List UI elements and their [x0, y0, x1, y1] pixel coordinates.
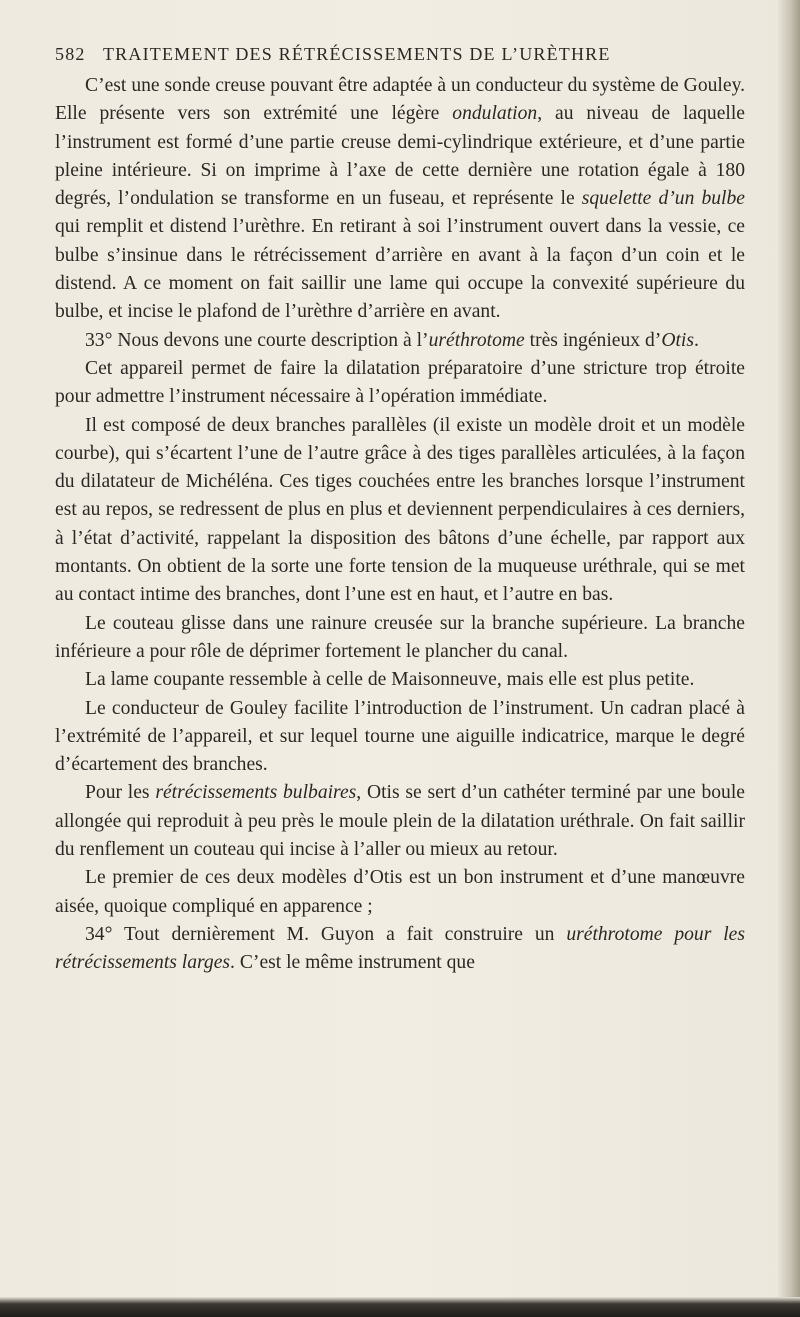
paragraph — [55, 355, 745, 412]
italic-text: uréthrotome pour les rétrécissements larges — [55, 923, 745, 974]
text-run: 34° Tout dernièrement M. Guyon a fait construire un — [85, 923, 567, 945]
paragraph — [55, 327, 745, 355]
italic-text: ondulation — [452, 103, 538, 125]
text-run: La lame coupante ressemble à celle de Maisonneuve, mais elle est plus petite. — [85, 669, 695, 691]
text-run: Pour les — [85, 782, 156, 804]
text-run: 33° Nous devons une courte description à l’ — [85, 329, 429, 351]
italic-text: Otis — [661, 329, 694, 351]
running-title: TRAITEMENT DES RÉTRÉCISSEMENTS DE L’URÈTHRE — [102, 44, 611, 64]
text-run: Le conducteur de Gouley facilite l’introduction de l’instrument. Un cadran placé à l’extrémité de l’appareil, et sur lequel tourne une aiguille indicatrice, marque le degré d’écartement des branches. — [55, 697, 745, 776]
page-edge-shadow — [778, 0, 800, 1317]
paragraph — [55, 412, 745, 610]
text-run: Le couteau glisse dans une rainure creusée sur la branche supérieure. La branche inférieure a pour rôle de déprimer fortement le plancher du canal. — [55, 612, 745, 662]
page-number: 582 — [55, 44, 86, 64]
text-run: . — [693, 329, 699, 351]
text-run: , Otis se sert d’un cathéter terminé par une boule allongée qui reproduit à peu près le moule plein de la dilatation uréthrale. On fait saillir du renflement un couteau qui incise à l’aller ou mieux au retour. — [55, 782, 745, 861]
paragraph — [55, 72, 745, 327]
paragraph — [55, 666, 745, 694]
text-run: très ingénieux d’ — [524, 329, 662, 351]
text-run: Le premier de ces deux modèles d’Otis est un bon instrument et d’une manœuvre aisée, quoique compliqué en apparence ; — [55, 867, 745, 917]
body-text — [55, 72, 745, 978]
text-run: Cet appareil permet de faire la dilatation préparatoire d’une stricture trop étroite pour admettre l’instrument nécessaire à l’opération immédiate. — [55, 357, 745, 408]
page-bottom-shadow — [0, 1297, 800, 1317]
paragraph — [55, 610, 745, 667]
italic-text: uréthrotome — [428, 329, 525, 351]
running-header — [55, 44, 745, 65]
text-run: qui remplit et distend l’urèthre. En retirant à soi l’instrument ouvert dans la vessie, ce bulbe s’insinue dans le rétrécissement d’arrière en avant à la façon d’un coin et le distend. A ce moment on fait saillir une lame qui occupe la convexité supérieure du bulbe, et incise le plafond de l’urèthre d’arrière en avant. — [55, 216, 745, 323]
paragraph — [55, 695, 745, 780]
italic-text: rétrécissements bulbaires — [155, 782, 357, 804]
paragraph — [55, 921, 745, 978]
paragraph — [55, 864, 745, 921]
text-run: Il est composé de deux branches parallèles (il existe un modèle droit et un modèle courbe), qui s’écartent l’une de l’autre grâce à des tiges parallèles articulées, à la façon du dilatateur de Michéléna. Ces tiges couchées entre les branches lorsque l’instrument est au repos, se redressent de plus en plus et deviennent perpendiculaires à ces derniers, à l’état d’activité, rappelant la disposition des bâtons d’une échelle, par rapport aux montants. On obtient de la sorte une forte tension de la muqueuse uréthrale, qui se met au contact intime des branches, dont l’une est en haut, et l’autre en bas. — [55, 414, 745, 606]
italic-text: squelette d’un bulbe — [581, 188, 745, 210]
text-run: C’est une sonde creuse pouvant être adaptée à un conducteur du système de Gouley. Elle présente vers son extrémité une légère — [55, 75, 745, 125]
text-run: , au niveau de laquelle l’instrument est formé d’une partie creuse demi-cylindrique extérieure, et d’une partie pleine intérieure. Si on imprime à l’axe de cette dernière une rotation égale à 180 degrés, l’ondulation se transforme en un fuseau, et représente le — [55, 103, 745, 210]
paragraph — [55, 779, 745, 864]
text-run: . C’est le même instrument que — [230, 952, 475, 974]
